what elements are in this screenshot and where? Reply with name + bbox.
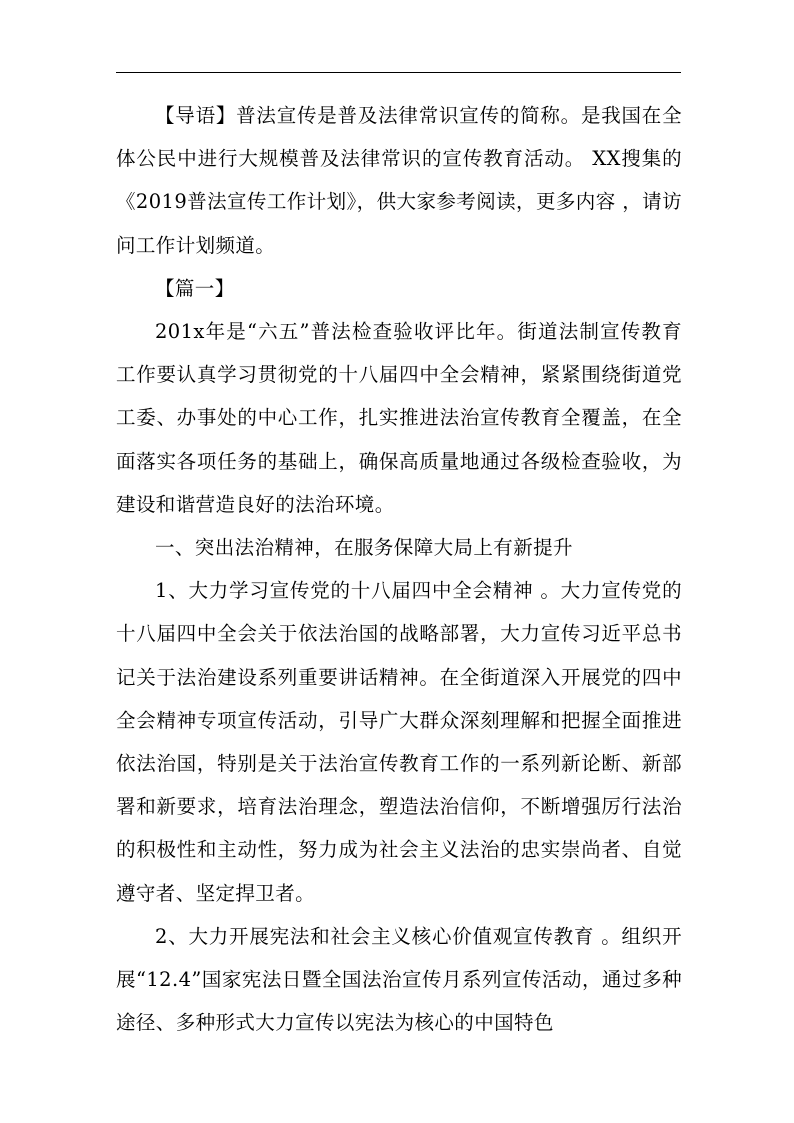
section-heading: 【篇一】: [155, 276, 235, 300]
body-paragraph: 1、大力学习宣传党的十八届四中全会精神 。大力宣传党的十八届四中全会关于依法治国的战略部署，大力宣传习近平总书记关于法治建设系列重要讲话精神。在全街道深入开展党的四中全会精神专项宣传活动，引导广大群众深刻理解和把握全面推进依法治国，特别是关于法治宣传教育工作的一系列新论断、新部署和新要求，培育法治理念，塑造法治信仰，不断增强厉行法治的积极性和主动性，努力成为社会主义法治的忠实崇尚者、自觉遵守者、坚定捍卫者。: [116, 579, 682, 905]
subsection-heading: 一、突出法治精神，在服务保障大局上有新提升: [155, 536, 573, 560]
intro-paragraph: 【导语】普法宣传是普及法律常识宣传的简称。是我国在全体公民中进行大规模普及法律常识的宣传教育活动。 XX搜集的《2019普法宣传工作计划》，供大家参考阅读，更多内容 ，请访问工作计划频道。: [116, 104, 682, 257]
body-paragraph: 201x年是“六五”普法检查验收评比年。街道法制宣传教育工作要认真学习贯彻党的十八届四中全会精神，紧紧围绕街道党工委、办事处的中心工作，扎实推进法治宣传教育全覆盖，在全面落实各项任务的基础上，确保高质量地通过各级检查验收，为建设和谐营造良好的法治环境。: [116, 320, 682, 516]
document-body: [116, 94, 682, 1044]
body-paragraph: 2、大力开展宪法和社会主义核心价值观宣传教育 。组织开展“12.4”国家宪法日暨全国法治宣传月系列宣传活动，通过多种途径、多种形式大力宣传以宪法为核心的中国特色: [116, 924, 682, 1035]
header-rule: [116, 72, 681, 73]
